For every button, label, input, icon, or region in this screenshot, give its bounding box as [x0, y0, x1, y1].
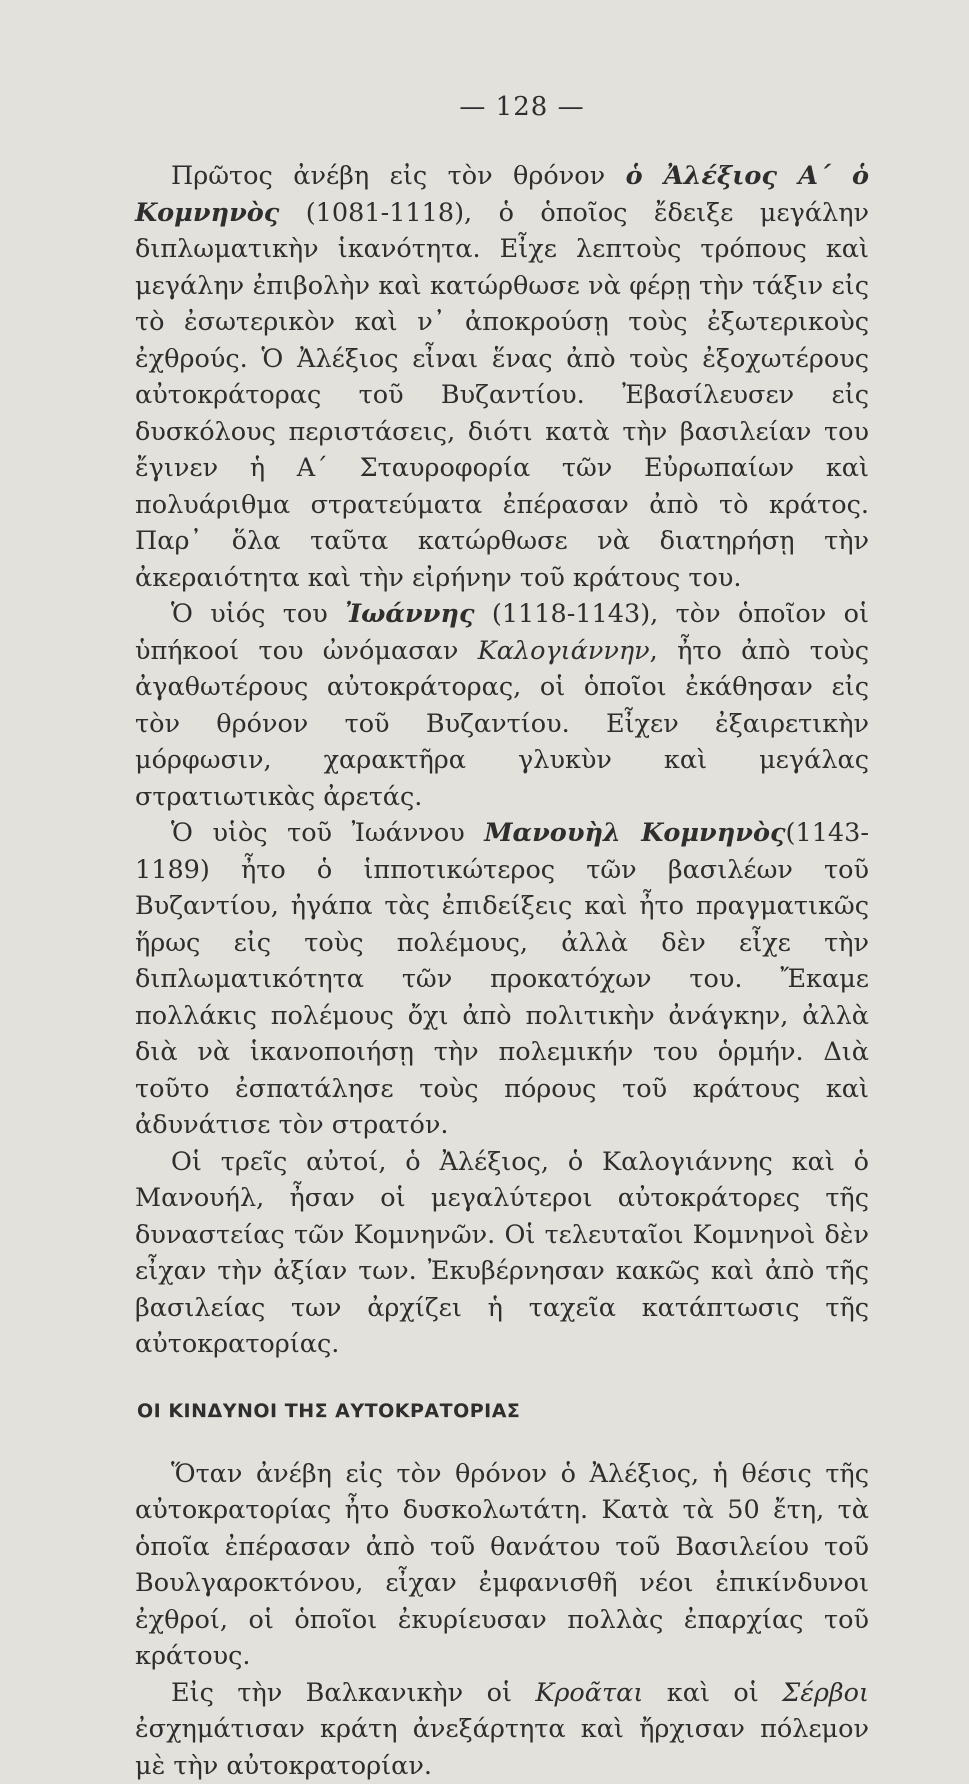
text-run: καὶ οἱ: [643, 1678, 782, 1708]
text-run: Ὁ υἱός του: [171, 599, 345, 629]
text-run: (1118-1143), τὸν ὁποῖον οἱ ὑπήκοοί του ὠνόμασαν: [135, 599, 869, 666]
paragraph-balkans: [135, 1675, 869, 1784]
emphasis-manuel-komnenos: Μανουὴλ Κομνηνὸς: [484, 818, 785, 848]
paragraph-dangers: Ὅταν ἀνέβη εἰς τὸν θρόνον ὁ Ἀλέξιος, ἡ θέσις τῆς αὐτοκρατορίας ἦτο δυσκολωτάτη. Κατὰ τὰ 50 ἔτη, τὰ ὁποῖα ἐπέρασαν ἀπὸ τοῦ θανάτου τοῦ Βασιλείου τοῦ Βουλγαροκτόνου, εἶχαν ἐμφανισθῆ νέοι ἐπικίνδυνοι ἐχθροί, οἱ ὁποῖοι ἐκυρίευσαν πολλὰς ἐπαρχίας τοῦ κράτους.: [135, 1456, 869, 1675]
section-heading: ΟΙ ΚΙΝΔΥΝΟΙ ΤΗΣ ΑΥΤΟΚΡΑΤΟΡΙΑΣ: [137, 1400, 869, 1422]
emphasis-croats: Κροᾶται: [535, 1678, 643, 1708]
text-run: ἐσχημάτισαν κράτη ἀνεξάρτητα καὶ ἤρχισαν πόλεμον μὲ τὴν αὐτοκρατορίαν.: [135, 1714, 869, 1781]
emphasis-serbs: Σέρβοι: [782, 1678, 869, 1708]
emphasis-ioannes: Ἰωάννης: [345, 599, 474, 629]
text-run: Ὁ υἱὸς τοῦ Ἰωάννου: [171, 818, 484, 848]
paragraph-ioannes: [135, 596, 869, 815]
text-run: (1081-1118), ὁ ὁποῖος ἔδειξε μεγάλην διπλωματικὴν ἱκανότητα. Εἶχε λεπτοὺς τρόπους καὶ μεγάλην ἐπιβολὴν καὶ κατώρθωσε νὰ φέρῃ τὴν τάξιν εἰς τὸ ἐσωτερικὸν καὶ ν᾽ ἀποκρούσῃ τοὺς ἐξωτερικοὺς ἐχθρούς. Ὁ Ἀλέξιος εἶναι ἕνας ἀπὸ τοὺς ἐξοχωτέρους αὐτοκράτορας τοῦ Βυζαντίου. Ἐβασίλευσεν εἰς δυσκόλους περιστάσεις, διότι κατὰ τὴν βασιλείαν του ἔγινεν ἡ Α΄ Σταυροφορία τῶν Εὐρωπαίων καὶ πολυάριθμα στρατεύματα ἐπέρασαν ἀπὸ τὸ κράτος. Παρ᾽ ὅλα ταῦτα κατώρθωσε νὰ διατηρήσῃ τὴν ἀκεραιότητα καὶ τὴν εἰρήνην τοῦ κράτους του.: [135, 198, 869, 593]
text-run: (1143-1189) ἦτο ὁ ἱπποτικώτερος τῶν βασιλέων τοῦ Βυζαντίου, ἠγάπα τὰς ἐπιδείξεις καὶ ἦτο πραγματικῶς ἥρως εἰς τοὺς πολέμους, ἀλλὰ δὲν εἶχε τὴν διπλωματικότητα τῶν προκατόχων του. Ἔκαμε πολλάκις πολέμους ὄχι ἀπὸ πολιτικὴν ἀνάγκην, ἀλλὰ διὰ νὰ ἱκανοποιήσῃ τὴν πολεμικήν του ὁρμήν. Διὰ τοῦτο ἐσπατάλησε τοὺς πόρους τοῦ κράτους καὶ ἀδυνάτισε τὸν στρατόν.: [135, 818, 869, 1140]
text-run: Εἰς τὴν Βαλκανικὴν οἱ: [171, 1678, 535, 1708]
text-run: , ἦτο ἀπὸ τοὺς ἀγαθωτέρους αὐτοκράτορας, οἱ ὁποῖοι ἐκάθησαν εἰς τὸν θρόνον τοῦ Βυζαντίου. Εἶχεν ἐξαιρετικὴν μόρφωσιν, χαρακτῆρα γλυκὺν καὶ μεγάλας στρατιωτικὰς ἀρετάς.: [135, 636, 869, 812]
page-number: — 128 —: [175, 92, 869, 122]
paragraph-komnenoi-summary: Οἱ τρεῖς αὐτοί, ὁ Ἀλέξιος, ὁ Καλογιάννης καὶ ὁ Μανουήλ, ἦσαν οἱ μεγαλύτεροι αὐτοκράτορες τῆς δυναστείας τῶν Κομνηνῶν. Οἱ τελευταῖοι Κομνηνοὶ δὲν εἶχαν τὴν ἀξίαν των. Ἐκυβέρνησαν κακῶς καὶ ἀπὸ τῆς βασιλείας των ἀρχίζει ἡ ταχεῖα κατάπτωσις τῆς αὐτοκρατορίας.: [135, 1144, 869, 1363]
emphasis-kalogiannes: Καλογιάννην: [478, 636, 650, 666]
paragraph-alexios: [135, 158, 869, 596]
paragraph-manuel: [135, 815, 869, 1144]
text-run: Πρῶτος ἀνέβη εἰς τὸν θρόνον: [171, 161, 626, 191]
emphasis-alexios-komnenos: ὁ Ἀλέξιος Α΄ ὁ Κομνηνὸς: [135, 161, 869, 228]
